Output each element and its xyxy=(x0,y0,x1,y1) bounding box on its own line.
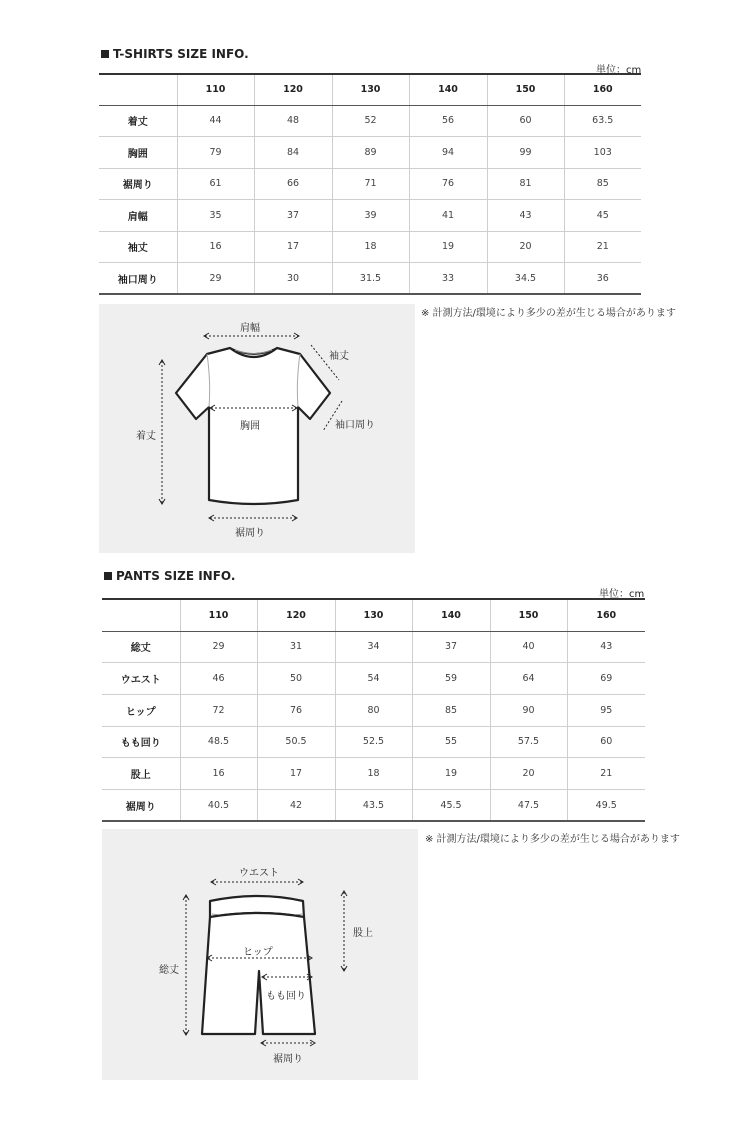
table-cell: 18 xyxy=(335,758,412,790)
table-cell: 45 xyxy=(564,200,641,232)
pants-header-row xyxy=(102,599,645,631)
table-row xyxy=(102,726,645,758)
table-row xyxy=(102,663,645,695)
table-cell: 60 xyxy=(567,726,645,758)
pants-outline xyxy=(202,913,315,1034)
table-cell: 84 xyxy=(254,137,332,169)
table-cell: 20 xyxy=(487,231,564,263)
pants-section-title xyxy=(104,569,235,583)
tshirts-header-row xyxy=(99,74,641,105)
row-label: 袖丈 xyxy=(99,231,177,263)
table-cell: 17 xyxy=(254,231,332,263)
table-cell: 76 xyxy=(257,694,335,726)
table-row xyxy=(99,231,641,263)
diagram-label-length: 着丈 xyxy=(136,431,156,442)
diagram-label-cuff: 袖口周り xyxy=(335,420,375,431)
table-cell: 57.5 xyxy=(490,726,567,758)
table-cell: 48 xyxy=(254,105,332,137)
table-cell: 89 xyxy=(332,137,409,169)
row-label: 肩幅 xyxy=(99,200,177,232)
table-cell: 43 xyxy=(487,200,564,232)
pants-size-header: 110 xyxy=(180,599,257,631)
table-cell: 50.5 xyxy=(257,726,335,758)
row-label: 裾周り xyxy=(102,789,180,821)
table-cell: 54 xyxy=(335,663,412,695)
table-cell: 40 xyxy=(490,631,567,663)
table-cell: 59 xyxy=(412,663,490,695)
tshirts-size-header: 130 xyxy=(332,74,409,105)
table-cell: 21 xyxy=(564,231,641,263)
table-cell: 61 xyxy=(177,168,254,200)
table-cell: 76 xyxy=(409,168,487,200)
table-cell: 36 xyxy=(564,263,641,295)
table-cell: 18 xyxy=(332,231,409,263)
tshirts-size-header: 110 xyxy=(177,74,254,105)
table-cell: 30 xyxy=(254,263,332,295)
table-cell: 16 xyxy=(180,758,257,790)
row-label: 股上 xyxy=(102,758,180,790)
table-cell: 19 xyxy=(409,231,487,263)
table-cell: 52 xyxy=(332,105,409,137)
table-cell: 64 xyxy=(490,663,567,695)
table-cell: 21 xyxy=(567,758,645,790)
row-label: 袖口周り xyxy=(99,263,177,295)
table-cell: 52.5 xyxy=(335,726,412,758)
table-cell: 55 xyxy=(412,726,490,758)
table-row xyxy=(99,137,641,169)
pants-measurement-diagram xyxy=(102,829,418,1080)
diagram-label-rise: 股上 xyxy=(353,928,373,939)
table-row xyxy=(102,789,645,821)
table-cell: 37 xyxy=(254,200,332,232)
table-cell: 39 xyxy=(332,200,409,232)
pants-size-header: 120 xyxy=(257,599,335,631)
pants-title-text: PANTS SIZE INFO. xyxy=(116,569,236,583)
table-cell: 44 xyxy=(177,105,254,137)
table-cell: 80 xyxy=(335,694,412,726)
table-row xyxy=(102,694,645,726)
row-label: もも回り xyxy=(102,726,180,758)
table-cell: 16 xyxy=(177,231,254,263)
table-cell: 31.5 xyxy=(332,263,409,295)
tshirts-unit-label: 単位：cm xyxy=(596,65,642,76)
diagram-label-hip: ヒップ xyxy=(243,947,273,958)
row-label: 着丈 xyxy=(99,105,177,137)
table-cell: 48.5 xyxy=(180,726,257,758)
pants-unit-label: 単位：cm xyxy=(599,589,645,600)
table-cell: 69 xyxy=(567,663,645,695)
pants-size-header: 130 xyxy=(335,599,412,631)
table-row xyxy=(99,105,641,137)
diagram-label-sleeve: 袖丈 xyxy=(329,351,349,362)
row-label: ヒップ xyxy=(102,694,180,726)
table-cell: 34.5 xyxy=(487,263,564,295)
table-cell: 63.5 xyxy=(564,105,641,137)
table-cell: 46 xyxy=(180,663,257,695)
table-cell: 40.5 xyxy=(180,789,257,821)
table-row xyxy=(99,263,641,295)
table-cell: 60 xyxy=(487,105,564,137)
table-cell: 66 xyxy=(254,168,332,200)
table-cell: 49.5 xyxy=(567,789,645,821)
table-cell: 71 xyxy=(332,168,409,200)
pants-size-table xyxy=(102,598,645,822)
tshirts-title-text: T-SHIRTS SIZE INFO. xyxy=(113,47,249,61)
table-cell: 17 xyxy=(257,758,335,790)
table-cell: 95 xyxy=(567,694,645,726)
table-cell: 103 xyxy=(564,137,641,169)
tshirts-size-header: 120 xyxy=(254,74,332,105)
table-cell: 79 xyxy=(177,137,254,169)
tshirts-measurement-note: ※ 計測方法/環境により多少の差が生じる場合があります xyxy=(421,308,676,319)
table-cell: 20 xyxy=(490,758,567,790)
tshirts-header-corner xyxy=(99,74,177,105)
table-cell: 29 xyxy=(177,263,254,295)
table-cell: 50 xyxy=(257,663,335,695)
table-cell: 99 xyxy=(487,137,564,169)
pants-size-header: 140 xyxy=(412,599,490,631)
pants-measurement-note: ※ 計測方法/環境により多少の差が生じる場合があります xyxy=(425,834,680,845)
table-cell: 45.5 xyxy=(412,789,490,821)
tshirts-size-header: 150 xyxy=(487,74,564,105)
diagram-label-chest: 胸囲 xyxy=(240,421,260,432)
table-cell: 85 xyxy=(564,168,641,200)
table-row xyxy=(102,758,645,790)
table-cell: 41 xyxy=(409,200,487,232)
table-cell: 43 xyxy=(567,631,645,663)
pants-header-corner xyxy=(102,599,180,631)
diagram-label-hem: 裾周り xyxy=(235,528,265,539)
table-cell: 43.5 xyxy=(335,789,412,821)
table-cell: 47.5 xyxy=(490,789,567,821)
diagram-label-hem: 裾周り xyxy=(273,1054,303,1065)
table-cell: 81 xyxy=(487,168,564,200)
tshirts-section-title xyxy=(101,47,249,61)
table-row xyxy=(102,631,645,663)
row-label: 総丈 xyxy=(102,631,180,663)
table-cell: 42 xyxy=(257,789,335,821)
table-cell: 35 xyxy=(177,200,254,232)
table-cell: 37 xyxy=(412,631,490,663)
table-cell: 31 xyxy=(257,631,335,663)
row-label: ウエスト xyxy=(102,663,180,695)
table-row xyxy=(99,168,641,200)
table-row xyxy=(99,200,641,232)
tshirts-size-table xyxy=(99,73,641,295)
table-cell: 33 xyxy=(409,263,487,295)
table-cell: 19 xyxy=(412,758,490,790)
pants-size-header: 150 xyxy=(490,599,567,631)
square-bullet-icon xyxy=(101,50,109,58)
diagram-label-waist: ウエスト xyxy=(239,868,279,879)
row-label: 裾周り xyxy=(99,168,177,200)
table-cell: 90 xyxy=(490,694,567,726)
square-bullet-icon xyxy=(104,572,112,580)
tshirts-size-header: 140 xyxy=(409,74,487,105)
table-cell: 94 xyxy=(409,137,487,169)
table-cell: 34 xyxy=(335,631,412,663)
table-cell: 56 xyxy=(409,105,487,137)
table-cell: 72 xyxy=(180,694,257,726)
row-label: 胸囲 xyxy=(99,137,177,169)
table-cell: 29 xyxy=(180,631,257,663)
diagram-label-thigh: もも回り xyxy=(266,991,306,1002)
diagram-label-shoulder: 肩幅 xyxy=(240,323,260,334)
tshirt-measurement-diagram xyxy=(99,304,415,553)
table-cell: 85 xyxy=(412,694,490,726)
diagram-label-total-length: 総丈 xyxy=(159,965,179,976)
pants-size-header: 160 xyxy=(567,599,645,631)
tshirts-size-header: 160 xyxy=(564,74,641,105)
